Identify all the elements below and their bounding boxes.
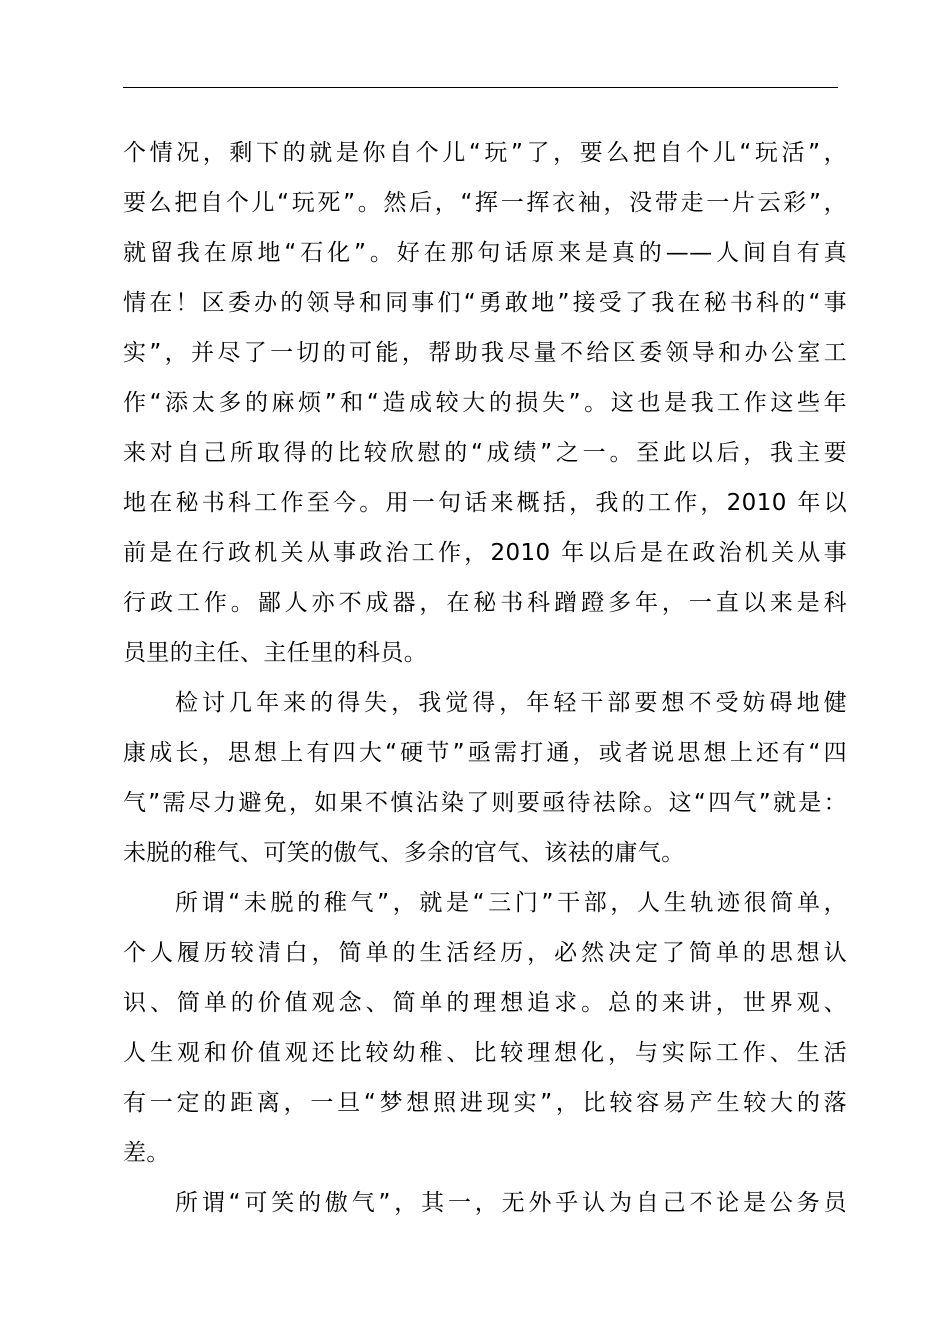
text-line: 员里的主任、主任里的科员。 [123, 640, 428, 666]
text-line: 要么把自个儿“玩死”。然后，“挥一挥衣袖，没带走一片云彩”， [123, 190, 847, 216]
text-line: 差。 [123, 1140, 170, 1166]
text-line: 个人履历较清白，简单的生活经历，必然决定了简单的思想认 [123, 940, 847, 966]
text-line: 来对自己所取得的比较欣慰的“成绩”之一。至此以后，我主要 [123, 440, 847, 466]
text-line: 行政工作。鄙人亦不成器，在秘书科蹭蹬多年，一直以来是科 [123, 590, 847, 616]
text-line: 情在！区委办的领导和同事们“勇敢地”接受了我在秘书科的“事 [123, 290, 847, 316]
text-line: 识、简单的价值观念、简单的理想追求。总的来讲，世界观、 [123, 990, 847, 1016]
text-line: 人生观和价值观还比较幼稚、比较理想化，与实际工作、生活 [123, 1040, 847, 1066]
text-line: 有一定的距离，一旦“梦想照进现实”，比较容易产生较大的落 [123, 1090, 847, 1116]
header-rule [123, 87, 838, 88]
text-line: 个情况，剩下的就是你自个儿“玩”了，要么把自个儿“玩活”， [123, 140, 847, 166]
paragraph-first-line: 所谓“未脱的稚气”，就是“三门”干部，人生轨迹很简单， [175, 890, 847, 916]
text-line: 作“添太多的麻烦”和“造成较大的损失”。这也是我工作这些年 [123, 390, 847, 416]
text-line: 前是在行政机关从事政治工作，2010 年以后是在政治机关从事 [123, 540, 847, 566]
text-line: 未脱的稚气、可笑的傲气、多余的官气、该祛的庸气。 [123, 840, 685, 866]
text-line: 就留我在原地“石化”。好在那句话原来是真的——人间自有真 [123, 240, 847, 266]
text-line: 地在秘书科工作至今。用一句话来概括，我的工作，2010 年以 [123, 490, 847, 516]
paragraph-first-line: 所谓“可笑的傲气”，其一，无外乎认为自己不论是公务员 [175, 1190, 847, 1216]
text-line: 康成长，思想上有四大“硬节”亟需打通，或者说思想上还有“四 [123, 740, 847, 766]
text-line: 气”需尽力避免，如果不慎沾染了则要亟待祛除。这“四气”就是： [123, 790, 847, 816]
paragraph-first-line: 检讨几年来的得失，我觉得，年轻干部要想不受妨碍地健 [175, 690, 847, 716]
text-line: 实”，并尽了一切的可能，帮助我尽量不给区委领导和办公室工 [123, 340, 847, 366]
body-text [123, 128, 847, 1228]
